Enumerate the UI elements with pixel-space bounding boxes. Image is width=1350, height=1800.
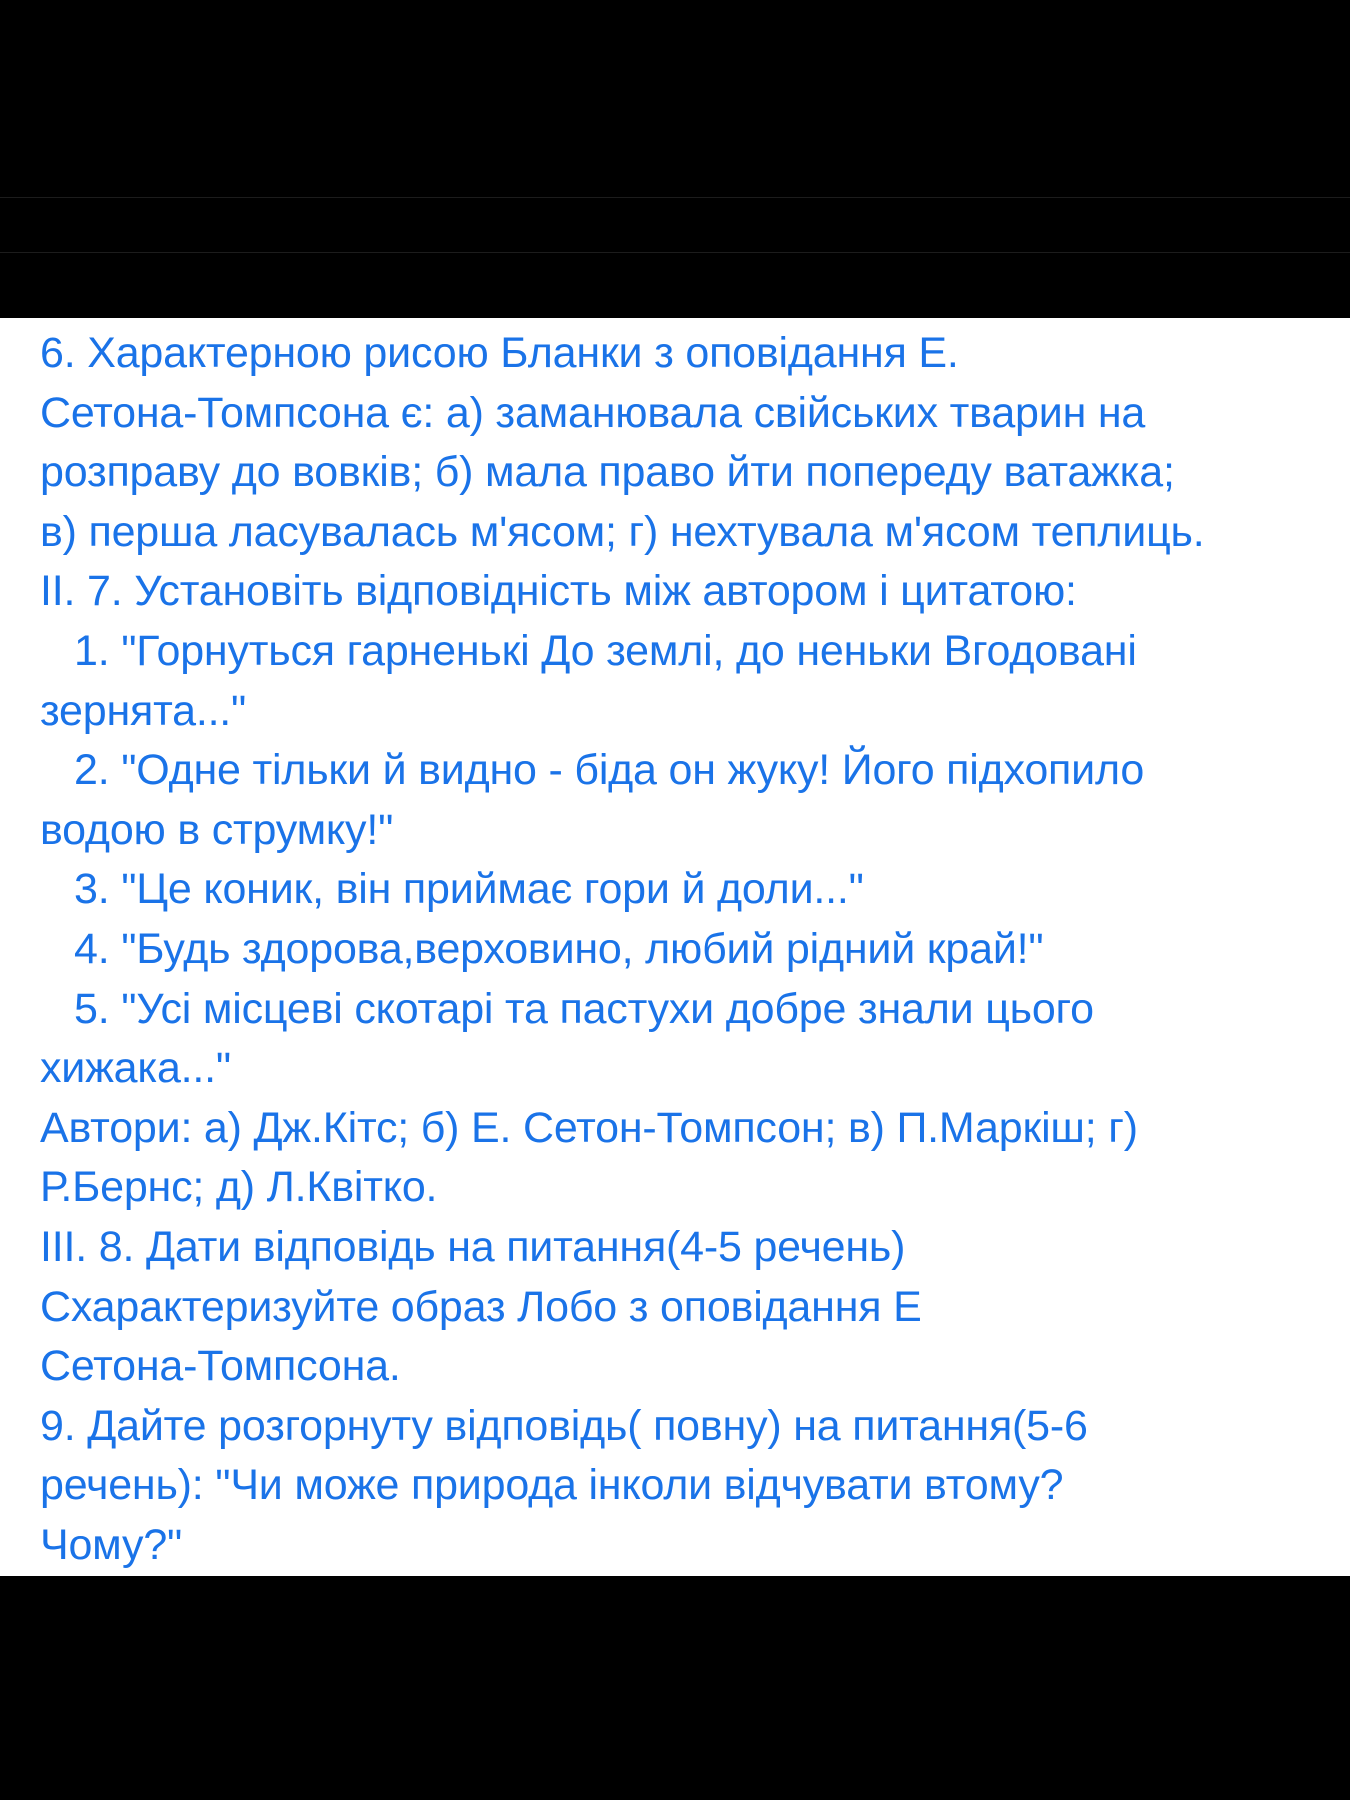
text-line: 2. "Одне тільки й видно - біда он жуку! Його підхопило [74,746,1145,795]
text-line: 4. "Будь здорова,верховино, любий рідний край!" [74,924,1044,973]
text-line: Р.Бернс; д) Л.Квітко. [40,1163,438,1212]
text-line: в) перша ласувалась м'ясом; г) нехтувала м'ясом теплиць. [40,507,1205,556]
text-line: 6. Характерною рисою Бланки з оповідання Е. [40,329,959,377]
bottom-black-area [0,1576,1350,1800]
text-line: зернята..." [40,686,247,735]
text-line: ІІ. 7. Установіть відповідність між автором і цитатою: [40,567,1077,616]
text-line: 1. "Горнуться гарненькі До землі, до неньки Вгодовані [74,626,1137,675]
top-divider-line [0,197,1350,198]
text-line: Чому?" [40,1520,183,1569]
text-line: 5. "Усі місцеві скотарі та пастухи добре знали цього [74,984,1094,1033]
text-line: ІІІ. 8. Дати відповідь на питання(4-5 речень) [40,1222,906,1271]
top-divider-line [0,252,1350,253]
text-line: хижака..." [40,1044,231,1093]
text-line: водою в струмку!" [40,805,394,854]
text-line: Сетона-Томпсона. [40,1342,401,1391]
text-line: розправу до вовків; б) мала право йти попереду ватажка; [40,448,1175,497]
text-line: 9. Дайте розгорнуту відповідь( повну) на питання(5-6 [40,1401,1088,1450]
text-line: Схарактеризуйте образ Лобо з оповідання Е [40,1282,922,1331]
text-line: Автори: а) Дж.Кітс; б) Е. Сетон-Томпсон; в) П.Маркіш; г) [40,1103,1138,1152]
top-black-area [0,0,1350,318]
text-line: 3. "Це коник, він приймає гори й доли..." [74,865,864,914]
text-line: речень): "Чи може природа інколи відчувати втому? [40,1461,1064,1510]
document-text-panel [0,318,1350,1576]
text-line: Сетона-Томпсона є: а) заманювала свійських тварин на [40,388,1146,437]
